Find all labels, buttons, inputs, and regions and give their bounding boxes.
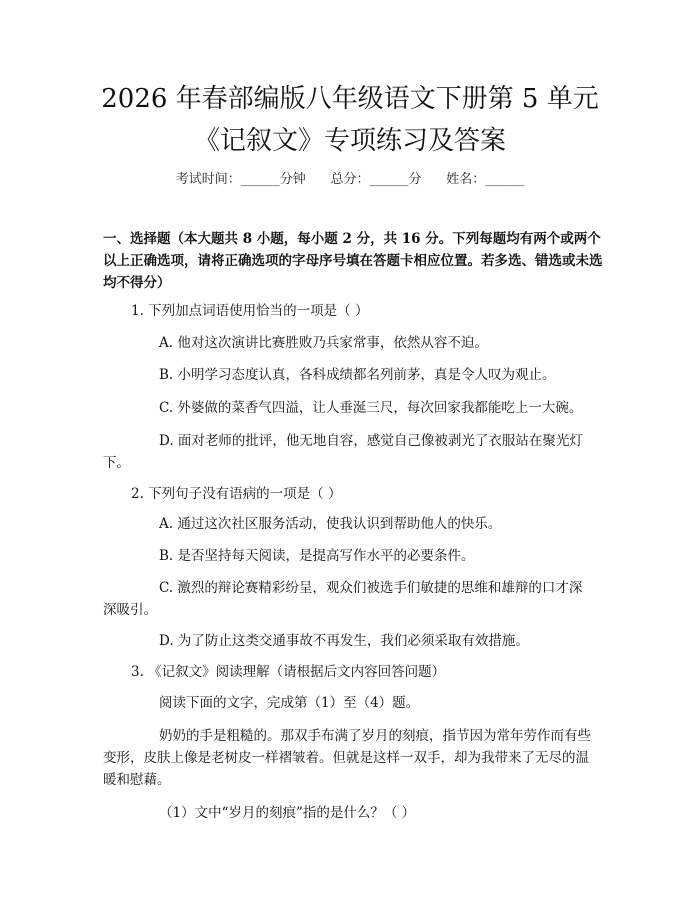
question-1-option-d: D. 面对老师的批评，他无地自容，感觉自己像被剥光了衣服站在聚光灯 [159,433,583,449]
passage-line-3: 暖和慰藉。 [103,772,171,788]
question-2-option-c-cont: 深吸引。 [103,602,157,618]
question-3-instruction: 阅读下面的文字，完成第（1）至（4）题。 [159,695,420,711]
question-3-stem: 3. 《记叙文》阅读理解（请根据后文内容回答问题） [131,664,446,680]
question-1-option-a: A. 他对这次演讲比赛胜败乃兵家常事，依然从容不迫。 [159,335,488,351]
exam-info-line: 考试时间：______分钟 总分：______分 姓名：______ [175,172,525,187]
page-title-line-2: 《记叙文》专项练习及答案 [193,126,506,156]
question-2-option-a: A. 通过这次社区服务活动，使我认识到帮助他人的快乐。 [159,516,502,532]
question-3-sub-1: （1）文中“岁月的刻痕”指的是什么？（ ） [159,805,416,821]
passage-line-2: 变形，皮肤上像是老树皮一样褶皱着。但就是这样一双手，却为我带来了无尽的温 [103,750,589,766]
question-1-stem: 1. 下列加点词语使用恰当的一项是（ ） [131,303,369,319]
passage-line-1: 奶奶的手是粗糙的。那双手布满了岁月的刻痕，指节因为常年劳作而有些 [159,728,591,744]
section-1-heading: 一、选择题（本大题共 8 小题，每小题 2 分，共 16 分。下列每题均有两个或两个以上正确选项，请将正确选项的字母序号填在答题卡相应位置。若多选、错选或未选均不得分） [103,231,603,291]
question-2-option-b: B. 是否坚持每天阅读，是提高写作水平的必要条件。 [159,548,475,564]
title-block [0,78,700,162]
question-2-stem: 2. 下列句子没有语病的一项是（ ） [131,486,342,502]
question-1-option-b: B. 小明学习态度认真，各科成绩都名列前茅，真是令人叹为观止。 [159,367,556,383]
question-1-option-d-cont: 下。 [103,455,130,471]
question-1-option-c: C. 外婆做的菜香气四溢，让人垂涎三尺，每次回家我都能吃上一大碗。 [159,400,583,416]
question-2-option-c: C. 激烈的辩论赛精彩纷呈，观众们被选手们敏捷的思维和雄辩的口才深 [159,580,583,596]
page-title-line-1: 2026 年春部编版八年级语文下册第 5 单元 [101,84,599,114]
question-2-option-d: D. 为了防止这类交通事故不再发生，我们必须采取有效措施。 [159,633,529,649]
